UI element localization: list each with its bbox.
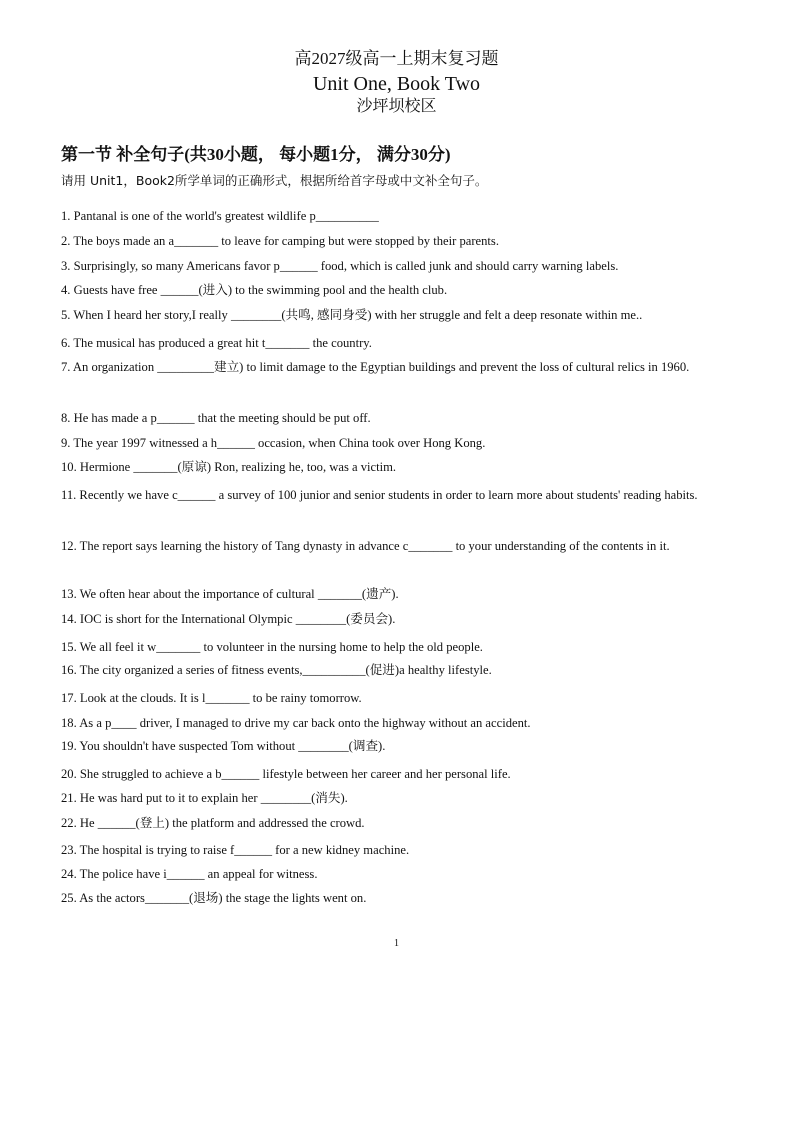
question-21: 21. He was hard put to it to explain her ________(消失).	[61, 791, 348, 805]
question-14: 14. IOC is short for the International Olympic ________(委员会).	[61, 612, 396, 626]
question-2: 2. The boys made an a_______ to leave for camping but were stopped by their parents.	[61, 234, 499, 248]
question-3: 3. Surprisingly, so many Americans favor p______ food, which is called junk and should carry warning labels.	[61, 259, 619, 273]
question-1: 1. Pantanal is one of the world's greatest wildlife p__________	[61, 209, 379, 223]
question-19: 19. You shouldn't have suspected Tom without ________(调查).	[61, 739, 386, 753]
question-7: 7. An organization _________建立) to limit damage to the Egyptian buildings and prevent the loss of cultural relics in 1960.	[61, 360, 690, 374]
exam-title: 高2027级高一上期末复习题	[294, 49, 499, 68]
question-4: 4. Guests have free ______(进入) to the swimming pool and the health club.	[61, 283, 448, 297]
question-12: 12. The report says learning the history of Tang dynasty in advance c_______ to your understanding of the contents in it.	[61, 539, 670, 553]
question-13: 13. We often hear about the importance of cultural _______(遗产).	[61, 587, 399, 601]
question-23: 23. The hospital is trying to raise f______ for a new kidney machine.	[61, 843, 410, 857]
question-6: 6. The musical has produced a great hit t_______ the country.	[61, 336, 372, 350]
question-22: 22. He ______(登上) the platform and addressed the crowd.	[61, 816, 365, 830]
question-8: 8. He has made a p______ that the meeting should be put off.	[61, 411, 371, 425]
section-instruction: 请用 Unit1，Book2所学单词的正确形式，根据所给首字母或中文补全句子。	[61, 173, 488, 188]
page-number: 1	[394, 938, 399, 949]
question-17: 17. Look at the clouds. It is l_______ to be rainy tomorrow.	[61, 691, 362, 705]
document-header	[0, 48, 793, 117]
question-11: 11. Recently we have c______ a survey of 100 junior and senior students in order to learn more about students' reading habits.	[61, 488, 698, 502]
question-18: 18. As a p____ driver, I managed to drive my car back onto the highway without an accident.	[61, 716, 531, 730]
question-25: 25. As the actors_______(退场) the stage the lights went on.	[61, 891, 367, 905]
campus-name: 沙坪坝校区	[356, 98, 437, 115]
question-24: 24. The police have i______ an appeal for witness.	[61, 867, 318, 881]
question-20: 20. She struggled to achieve a b______ lifestyle between her career and her personal life.	[61, 767, 511, 781]
section-title: 第一节 补全句子(共30小题， 每小题1分， 满分30分)	[61, 145, 451, 164]
question-10: 10. Hermione _______(原谅) Ron, realizing he, too, was a victim.	[61, 460, 397, 474]
unit-subtitle: Unit One, Book Two	[312, 73, 481, 95]
question-9: 9. The year 1997 witnessed a h______ occasion, when China took over Hong Kong.	[61, 436, 486, 450]
question-5: 5. When I heard her story,I really ________(共鸣, 感同身受) with her struggle and felt a deep resonate within me..	[61, 308, 643, 322]
question-16: 16. The city organized a series of fitness events,__________(促进)a healthy lifestyle.	[61, 663, 492, 677]
question-15: 15. We all feel it w_______ to volunteer in the nursing home to help the old people.	[61, 640, 483, 654]
